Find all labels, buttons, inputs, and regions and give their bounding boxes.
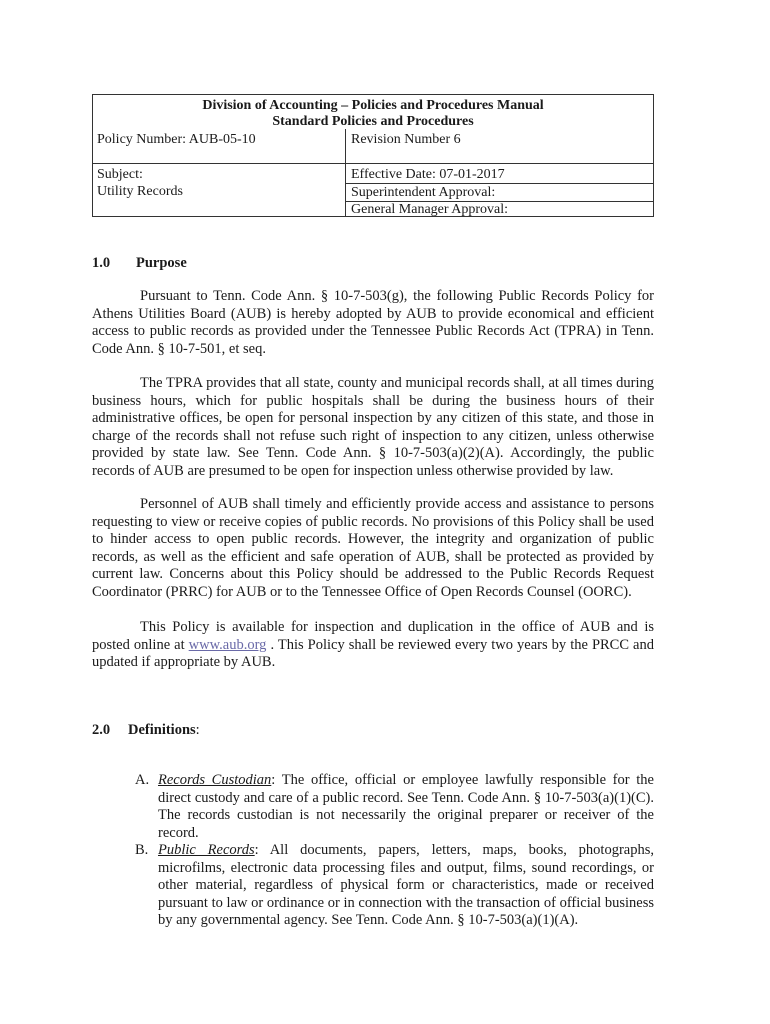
section-2-title-colon: : <box>195 722 200 738</box>
subject-label: Subject: <box>97 167 143 182</box>
definition-a-text: : The office, official or employee lawfully responsible for the direct custody and care of a public record. See Tenn. Code Ann. § 10-7-503(a)(1)(C). The records custodian is not necessarily the original preparer or receiver of the record. <box>158 772 654 841</box>
revision-number: Revision Number 6 <box>351 132 461 147</box>
purpose-paragraph-4-text-end: . This Policy shall be reviewed every two years by the PRCC and updated if appropriate by AUB. <box>92 636 654 670</box>
manual-title: Division of Accounting – Policies and Procedures Manual <box>202 98 544 113</box>
section-1-number: 1.0 <box>92 255 111 271</box>
policy-header-table <box>92 94 654 217</box>
purpose-paragraph-1: Pursuant to Tenn. Code Ann. § 10-7-503(g), the following Public Records Policy for Athens Utilities Board (AUB) is hereby adopted by AUB to provide economical and efficient access to public records as provided under the Tennessee Public Records Act (TPRA) in Tenn. Code Ann. § 10-7-501, et seq. <box>92 288 654 357</box>
table-divider <box>93 163 653 164</box>
purpose-paragraph-4-text: This Policy is available for inspection and duplication in the office of AUB and is posted online at <box>92 619 654 653</box>
definition-b <box>158 842 654 930</box>
subject-value: Utility Records <box>97 184 183 199</box>
section-1-title: Purpose <box>136 255 187 271</box>
purpose-paragraph-4 <box>92 619 654 672</box>
manual-subtitle: Standard Policies and Procedures <box>272 114 474 129</box>
definition-b-text: : All documents, papers, letters, maps, books, photographs, microfilms, electronic data processing files and output, films, sound recordings, or other material, regardless of physical form or characteristics, made or received pursuant to law or ordinance or in connection with the transaction of official business by any governmental agency. See Tenn. Code Ann. § 10-7-503(a)(1)(A). <box>158 842 654 928</box>
definition-b-letter: B. <box>135 842 149 858</box>
superintendent-approval: Superintendent Approval: <box>351 185 496 200</box>
definition-a <box>158 772 654 842</box>
section-2-number: 2.0 <box>92 722 111 738</box>
effective-date: Effective Date: 07-01-2017 <box>351 167 505 182</box>
aub-website-link[interactable]: www.aub.org <box>188 636 267 653</box>
definition-b-term: Public Records <box>158 842 255 858</box>
purpose-paragraph-2: The TPRA provides that all state, county and municipal records shall, at all times during business hours, which for public hospitals shall be during the business hours of their administrative offices, be open for personal inspection by any citizen of this state, and those in charge of the records shall not refuse such right of inspection to any citizen, unless otherwise provided by state law. See Tenn. Code Ann. § 10-7-503(a)(2)(A). Accordingly, the public records of AUB are presumed to be open for inspection unless otherwise provided by law. <box>92 375 654 479</box>
purpose-paragraph-3: Personnel of AUB shall timely and efficiently provide access and assistance to persons requesting to view or receive copies of public records. No provisions of this Policy shall be used to hinder access to open public records. However, the integrity and organization of public records, as well as the efficient and safe operation of AUB, shall be protected as provided by current law. Concerns about this Policy should be addressed to the Public Records Request Coordinator (PRRC) for AUB or to the Tennessee Office of Open Records Counsel (OORC). <box>92 496 654 600</box>
section-2-title <box>128 721 200 739</box>
section-2-title-text: Definitions <box>128 722 196 738</box>
definition-a-letter: A. <box>135 772 150 788</box>
policy-number: Policy Number: AUB-05-10 <box>97 132 256 147</box>
definition-a-term: Records Custodian <box>158 772 272 788</box>
general-manager-approval: General Manager Approval: <box>351 202 509 217</box>
table-divider-vertical <box>345 129 346 217</box>
